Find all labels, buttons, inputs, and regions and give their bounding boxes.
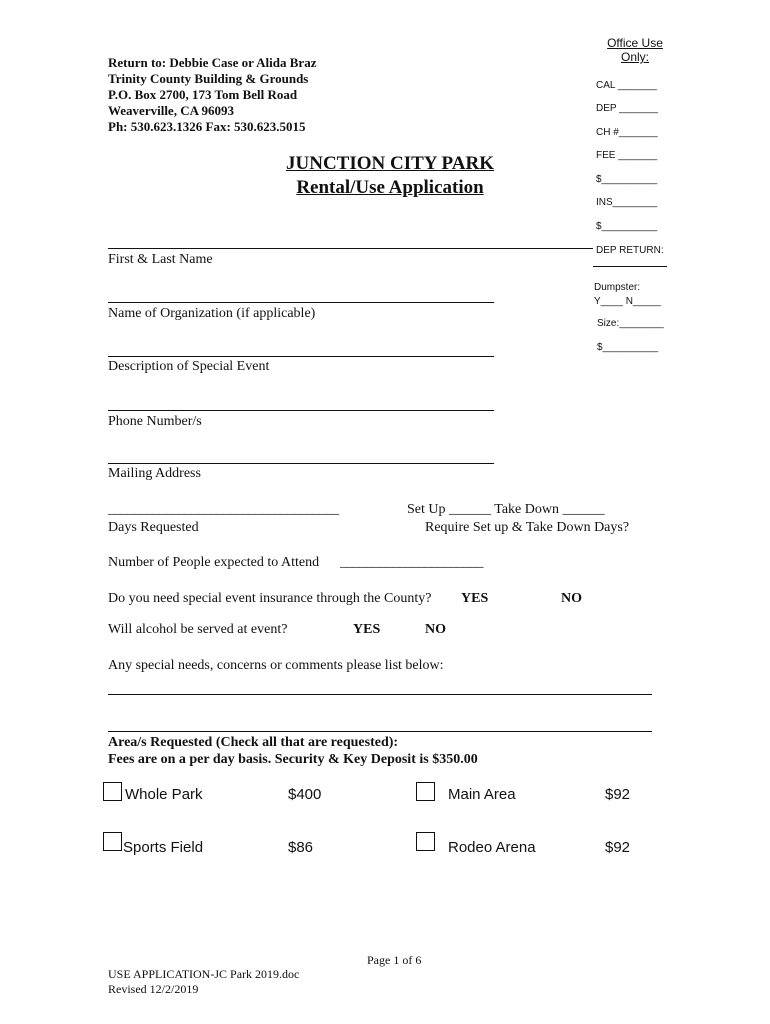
office-dep-return-line: [593, 266, 667, 267]
insurance-no-option[interactable]: NO: [561, 591, 582, 606]
return-address-block: [108, 55, 316, 135]
footer-revised: Revised 12/2/2019: [108, 982, 199, 996]
description-field-label: Description of Special Event: [108, 359, 270, 374]
office-dep-return: DEP RETURN:: [596, 245, 664, 256]
office-ins: INS________: [596, 197, 658, 208]
whole-park-price: $400: [288, 786, 322, 803]
rodeo-arena-price: $92: [605, 839, 631, 856]
office-use-heading: [590, 36, 680, 64]
office-dumpster-yn: Y____ N_____: [594, 296, 661, 307]
office-fee: FEE _______: [596, 150, 658, 161]
alcohol-yes-option[interactable]: YES: [353, 622, 381, 637]
po-box-line: P.O. Box 2700, 173 Tom Bell Road: [108, 87, 298, 102]
page-title: [240, 152, 540, 200]
phone-field-line[interactable]: [108, 410, 494, 411]
insurance-yes-option[interactable]: YES: [461, 591, 489, 606]
main-area-price: $92: [605, 786, 631, 803]
days-requested-blank[interactable]: ____________________________________: [108, 502, 339, 517]
office-cal: CAL _______: [596, 80, 657, 91]
sports-field-label: Sports Field: [123, 839, 204, 856]
require-setup-label: Require Set up & Take Down Days?: [425, 520, 630, 535]
office-use-heading-line2: Only:: [620, 50, 649, 64]
areas-heading-line2: Fees are on a per day basis. Security & Key Deposit is $350.00: [108, 752, 478, 767]
organization-field-label: Name of Organization (if applicable): [108, 306, 316, 321]
phone-field-label: Phone Number/s: [108, 414, 202, 429]
main-area-label: Main Area: [448, 786, 516, 803]
attendance-label: Number of People expected to Attend: [108, 555, 320, 570]
footer-filename: USE APPLICATION-JC Park 2019.doc: [108, 967, 300, 981]
address-field-label: Mailing Address: [108, 466, 201, 481]
special-needs-line-1[interactable]: [108, 694, 652, 695]
title-park-name: JUNCTION CITY PARK: [286, 153, 494, 174]
special-needs-label: Any special needs, concerns or comments please list below:: [108, 658, 444, 673]
city-line: Weaverville, CA 96093: [108, 103, 235, 118]
return-to-line: Return to: Debbie Case or Alida Braz: [108, 55, 317, 70]
footer-file-info: [108, 967, 299, 997]
phone-fax-line: Ph: 530.623.1326 Fax: 530.623.5015: [108, 119, 306, 134]
special-needs-line-2[interactable]: [108, 731, 652, 732]
office-ch: CH #_______: [596, 127, 658, 138]
address-field-line[interactable]: [108, 463, 494, 464]
office-size: Size:________: [597, 318, 664, 329]
organization-field-line[interactable]: [108, 302, 494, 303]
office-dollar-2: $__________: [596, 221, 658, 232]
title-application: Rental/Use Application: [296, 177, 484, 198]
office-dollar-3: $__________: [597, 342, 659, 353]
department-line: Trinity County Building & Grounds: [108, 71, 309, 86]
office-dumpster: Dumpster:: [594, 282, 641, 293]
name-field-label: First & Last Name: [108, 252, 213, 267]
whole-park-checkbox[interactable]: [103, 782, 122, 801]
sports-field-checkbox[interactable]: [103, 832, 122, 851]
alcohol-question: Will alcohol be served at event?: [108, 622, 288, 637]
days-requested-label: Days Requested: [108, 520, 199, 535]
office-dollar-1: $__________: [596, 174, 658, 185]
sports-field-price: $86: [288, 839, 314, 856]
setup-takedown-fields[interactable]: Set Up ______ Take Down ______: [407, 502, 605, 517]
alcohol-no-option[interactable]: NO: [425, 622, 446, 637]
description-field-line[interactable]: [108, 356, 494, 357]
areas-heading-line1: Area/s Requested (Check all that are requested):: [108, 735, 399, 750]
areas-heading: [108, 734, 478, 768]
rodeo-arena-checkbox[interactable]: [416, 832, 435, 851]
main-area-checkbox[interactable]: [416, 782, 435, 801]
rodeo-arena-label: Rodeo Arena: [448, 839, 536, 856]
office-use-heading-line1: Office Use: [607, 36, 663, 50]
page-number: Page 1 of 6: [367, 953, 422, 967]
office-dep: DEP _______: [596, 103, 659, 114]
insurance-question: Do you need special event insurance through the County?: [108, 591, 432, 606]
name-field-line[interactable]: [108, 248, 593, 249]
attendance-blank[interactable]: ______________________: [340, 555, 483, 570]
whole-park-label: Whole Park: [125, 786, 203, 803]
